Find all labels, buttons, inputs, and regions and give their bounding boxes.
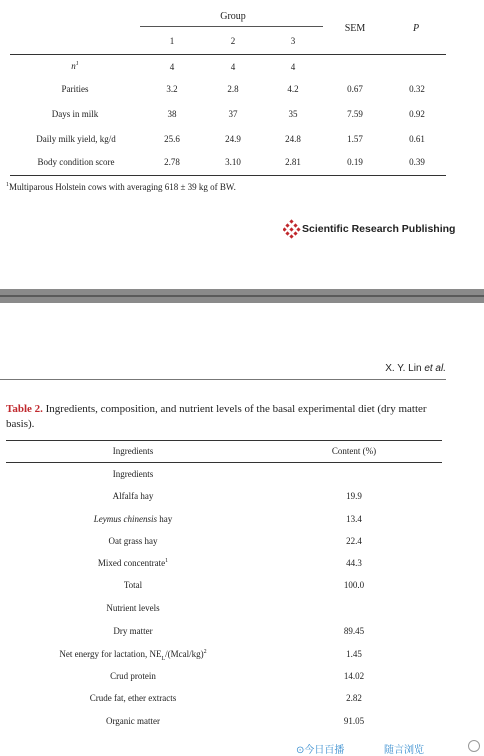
cell: 91.05 — [343, 716, 365, 726]
col-3-header: 3 — [290, 36, 296, 46]
row-label: Leymus chinensis hay — [93, 514, 173, 524]
cell: 2.82 — [346, 693, 362, 703]
table2-header-rule — [6, 462, 442, 463]
cell-sem: 1.57 — [347, 134, 363, 144]
row-label: Nutrient levels — [106, 603, 160, 613]
cell: 14.02 — [343, 671, 365, 681]
row-label: Crude fat, ether extracts — [89, 693, 177, 703]
table2-col-ingredients: Ingredients — [112, 446, 154, 456]
row-label: Daily milk yield, kg/d — [36, 134, 116, 144]
row-label: $n^1$ — [71, 61, 79, 71]
cell: 3.10 — [225, 157, 241, 167]
row-label: Mixed concentrate$^1$ — [97, 558, 169, 568]
publisher-logo — [283, 219, 456, 241]
header-rule — [0, 379, 446, 380]
cell-sem: 7.59 — [347, 109, 363, 119]
cell: 89.45 — [343, 626, 365, 636]
cell: 100.0 — [343, 580, 365, 590]
row-label: Ingredients — [112, 469, 154, 479]
cell: 2.8 — [227, 84, 239, 94]
cell-p: 0.92 — [409, 109, 425, 119]
cell: 25.6 — [164, 134, 180, 144]
cell: 4.2 — [287, 84, 299, 94]
cell: 19.9 — [346, 491, 362, 501]
table2-caption: Table 2. Ingredients, composition, and nutrient levels of the basal experimental diet (dry matter basis). — [6, 403, 427, 430]
sem-header: SEM — [344, 23, 366, 34]
running-header: X. Y. Lin et al. — [385, 363, 446, 374]
cell: 3.2 — [166, 84, 178, 94]
cell: 22.4 — [346, 536, 362, 546]
publisher-diamond-icon — [283, 219, 301, 239]
cell: 1.45 — [346, 649, 362, 659]
p-header: P — [412, 23, 420, 34]
row-label: Net energy for lactation, $NE_L/(Mcal/kg)^2$ — [59, 649, 207, 662]
col-1-header: 1 — [169, 36, 175, 46]
publisher-name: Scientific Research Publishing — [302, 223, 456, 235]
row-label: Total — [123, 580, 143, 590]
group-underline — [140, 26, 323, 27]
cell: 2.81 — [285, 157, 301, 167]
cell: 37 — [228, 109, 238, 119]
cell-p: 0.61 — [409, 134, 425, 144]
cell-sem: 0.19 — [347, 157, 363, 167]
cell: 44.3 — [346, 558, 362, 568]
table1-bottom-rule — [10, 175, 446, 176]
row-label: Organic matter — [105, 716, 161, 726]
cell: 24.8 — [285, 134, 301, 144]
group-header: Group — [220, 11, 246, 22]
table1-footnote: $^1$Multiparous Holstein cows with averaging 618 ± 39 kg of BW. — [6, 182, 236, 192]
row-label: Days in milk — [51, 109, 99, 119]
cell-p: 0.32 — [409, 84, 425, 94]
cell-p: 0.39 — [409, 157, 425, 167]
cell: 4 — [169, 62, 175, 72]
row-label: Oat grass hay — [108, 536, 158, 546]
table2-col-content: Content (%) — [331, 446, 377, 456]
bottom-circle-icon[interactable] — [468, 740, 480, 752]
cell: 4 — [230, 62, 236, 72]
col-2-header: 2 — [230, 36, 236, 46]
row-label: Crud protein — [110, 671, 156, 681]
row-label: Dry matter — [113, 626, 153, 636]
cell: 24.9 — [225, 134, 241, 144]
cell: 38 — [167, 109, 177, 119]
row-label: Body condition score — [37, 157, 115, 167]
table1-header-rule — [10, 54, 446, 55]
page-separator-line — [0, 295, 484, 297]
cell: 4 — [290, 62, 296, 72]
cell: 2.78 — [164, 157, 180, 167]
row-label: Parities — [61, 84, 89, 94]
bottom-button-browse[interactable]: 随言浏览 — [384, 745, 424, 756]
cell-sem: 0.67 — [347, 84, 363, 94]
bottom-button-live[interactable]: ⊙今日百播 — [296, 745, 345, 756]
table2-top-rule — [6, 440, 442, 441]
cell: 35 — [288, 109, 298, 119]
row-label: Alfalfa hay — [112, 491, 154, 501]
cell: 13.4 — [346, 514, 362, 524]
